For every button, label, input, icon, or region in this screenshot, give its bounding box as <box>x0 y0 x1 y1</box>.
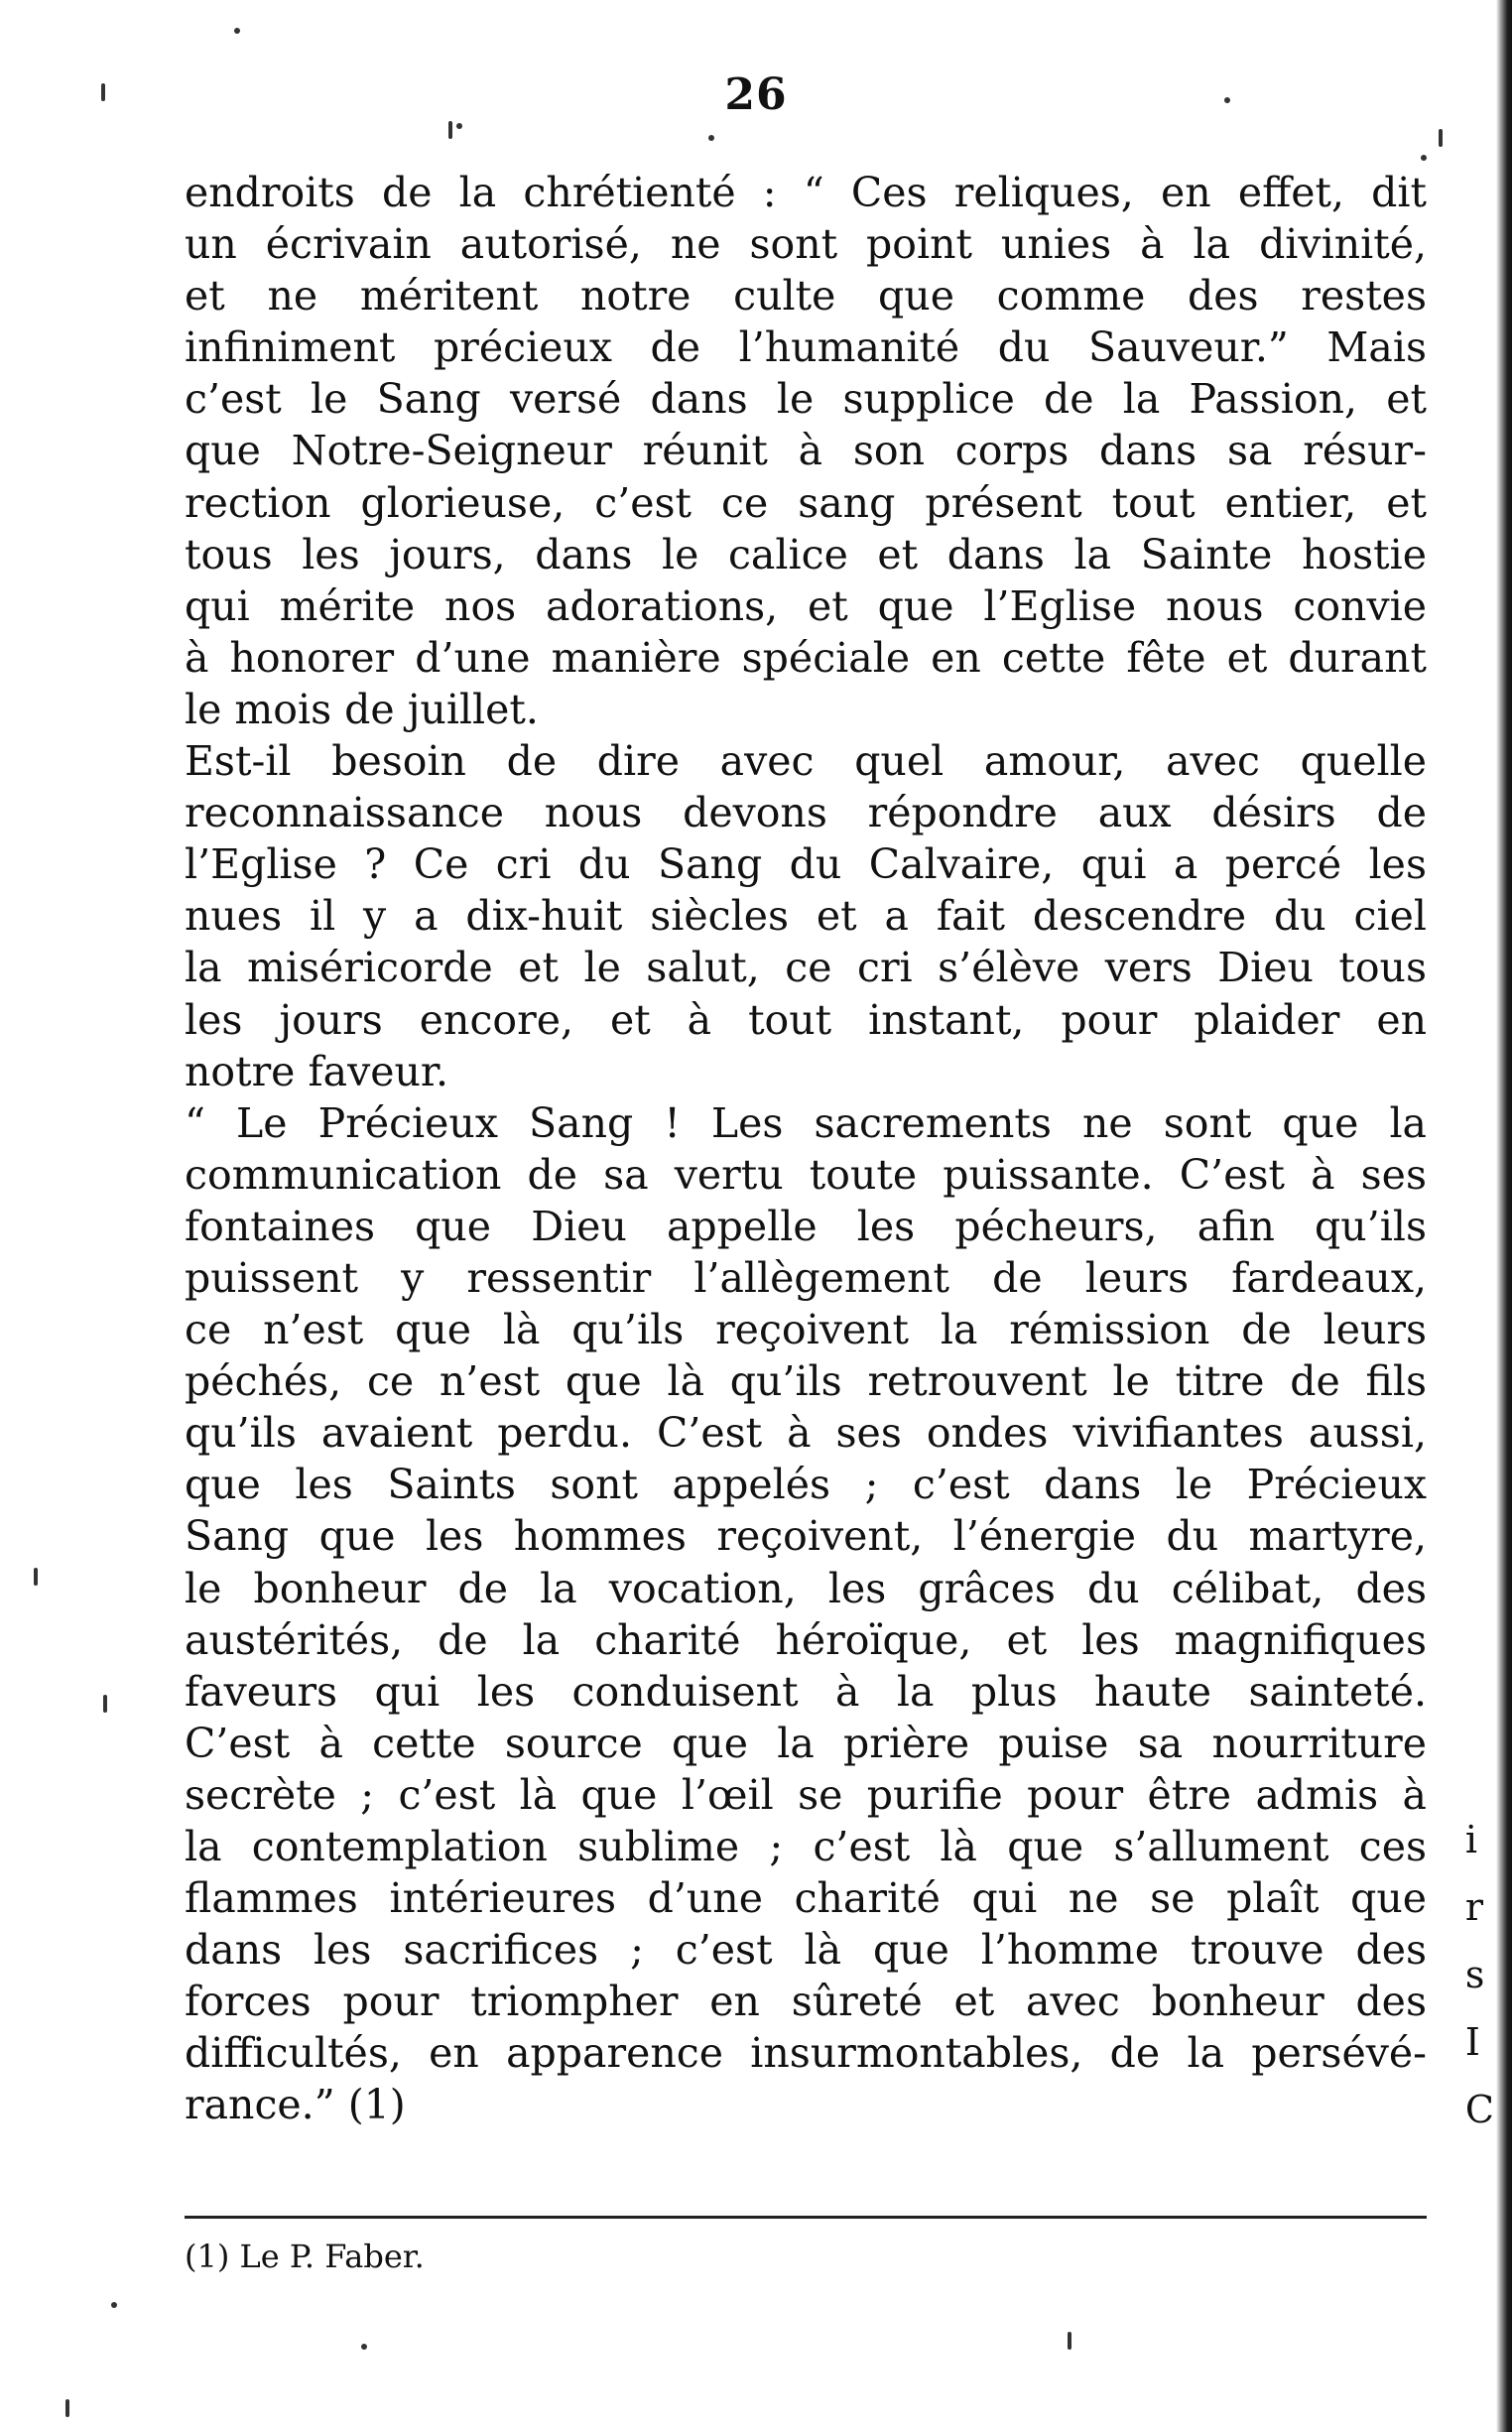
text-line: la contemplation sublime ; c’est là que s’allument ces <box>185 1823 1427 1870</box>
text-line: forces pour triompher en sûreté et avec bonheur des <box>185 1978 1427 2026</box>
adjacent-page-letters <box>1465 1806 1494 2143</box>
text-line: faveurs qui les conduisent à la plus haute sainteté. <box>185 1667 1427 1716</box>
scan-speck <box>361 2344 367 2350</box>
page-edge-shadow <box>1496 0 1512 2432</box>
text-line: que les Saints sont appelés ; c’est dans le Précieux <box>185 1461 1427 1509</box>
text-line: tous les jours, dans le calice et dans la Sainte hostie <box>185 530 1427 578</box>
scan-speck <box>34 1568 38 1586</box>
text-line: que Notre-Seigneur réunit à son corps dans sa résur- <box>185 427 1427 475</box>
text-line: nues il y a dix-huit siècles et a fait descendre du ciel <box>185 892 1427 941</box>
text-line: les jours encore, et à tout instant, pour plaider en <box>185 995 1427 1044</box>
text-line: austérités, de la charité héroïque, et les magnifiques <box>185 1615 1427 1664</box>
footnote-divider <box>185 2216 1427 2219</box>
scan-speck <box>65 2399 69 2417</box>
edge-letter: s <box>1464 1953 1485 1996</box>
footnote: (1) Le P. Faber. <box>185 2238 425 2275</box>
edge-letter: r <box>1464 1885 1484 1929</box>
text-line: rance.” (1) <box>185 2081 406 2129</box>
scan-speck <box>708 135 714 141</box>
text-line: notre faveur. <box>185 1047 449 1095</box>
text-line: Sang que les hommes reçoivent, l’énergie du martyre, <box>185 1512 1427 1561</box>
text-line: difficultés, en apparence insurmontables, de la persévé- <box>185 2029 1427 2078</box>
scan-speck <box>1068 2332 1071 2350</box>
text-line: puissent y ressentir l’allègement de leurs fardeaux, <box>185 1253 1427 1302</box>
text-line: secrète ; c’est là que l’œil se purifie pour être admis à <box>185 1770 1427 1819</box>
edge-letter: i <box>1464 1818 1478 1861</box>
text-line: reconnaissance nous devons répondre aux désirs de <box>185 789 1427 837</box>
scan-speck <box>1439 129 1443 147</box>
text-line: à honorer d’une manière spéciale en cette fête et durant <box>185 633 1427 682</box>
scan-speck <box>456 123 462 129</box>
text-line: rection glorieuse, c’est ce sang présent tout entier, et <box>185 478 1427 527</box>
text-line: flammes intérieures d’une charité qui ne se plaît que <box>185 1874 1427 1923</box>
text-line: ce n’est que là qu’ils reçoivent la rémission de leurs <box>185 1306 1427 1354</box>
text-line: endroits de la chrétienté : “ Ces reliques, en effet, dit <box>185 169 1427 216</box>
text-line: qui mérite nos adorations, et que l’Eglise nous convie <box>185 581 1427 630</box>
text-line: le mois de juillet. <box>185 685 539 733</box>
text-line: dans les sacrifices ; c’est là que l’homme trouve des <box>185 1926 1427 1975</box>
text-line: fontaines que Dieu appelle les pécheurs, afin qu’ils <box>185 1202 1427 1250</box>
text-line: l’Eglise ? Ce cri du Sang du Calvaire, qui a percé les <box>185 840 1427 889</box>
scan-speck <box>448 121 452 139</box>
text-line: C’est à cette source que la prière puise sa nourriture <box>185 1719 1427 1767</box>
text-line: Est-il besoin de dire avec quel amour, avec quelle <box>185 737 1427 786</box>
scan-speck <box>111 2302 117 2308</box>
text-line: communication de sa vertu toute puissante. C’est à ses <box>185 1150 1427 1199</box>
text-line: le bonheur de la vocation, les grâces du célibat, des <box>185 1564 1427 1612</box>
text-line: c’est le Sang versé dans le supplice de la Passion, et <box>185 375 1427 424</box>
text-line: un écrivain autorisé, ne sont point unies à la divinité, <box>185 220 1427 269</box>
text-line: et ne méritent notre culte que comme des restes <box>185 272 1427 320</box>
scan-speck <box>101 83 105 101</box>
edge-letter: I <box>1464 2020 1480 2064</box>
page-number: 26 <box>724 69 788 120</box>
text-line: “ Le Précieux Sang ! Les sacrements ne sont que la <box>185 1098 1427 1147</box>
scan-speck <box>103 1695 107 1713</box>
scan-speck <box>234 28 240 34</box>
text-line: la miséricorde et le salut, ce cri s’élève vers Dieu tous <box>185 944 1427 992</box>
edge-letter: C <box>1464 2088 1494 2131</box>
body-text <box>185 167 1427 2131</box>
scan-speck <box>1224 97 1230 103</box>
scan-speck <box>1421 155 1427 161</box>
text-line: péchés, ce n’est que là qu’ils retrouvent le titre de fils <box>185 1357 1427 1406</box>
text-line: qu’ils avaient perdu. C’est à ses ondes vivifiantes aussi, <box>185 1409 1427 1458</box>
text-line: infiniment précieux de l’humanité du Sauveur.” Mais <box>185 323 1427 372</box>
